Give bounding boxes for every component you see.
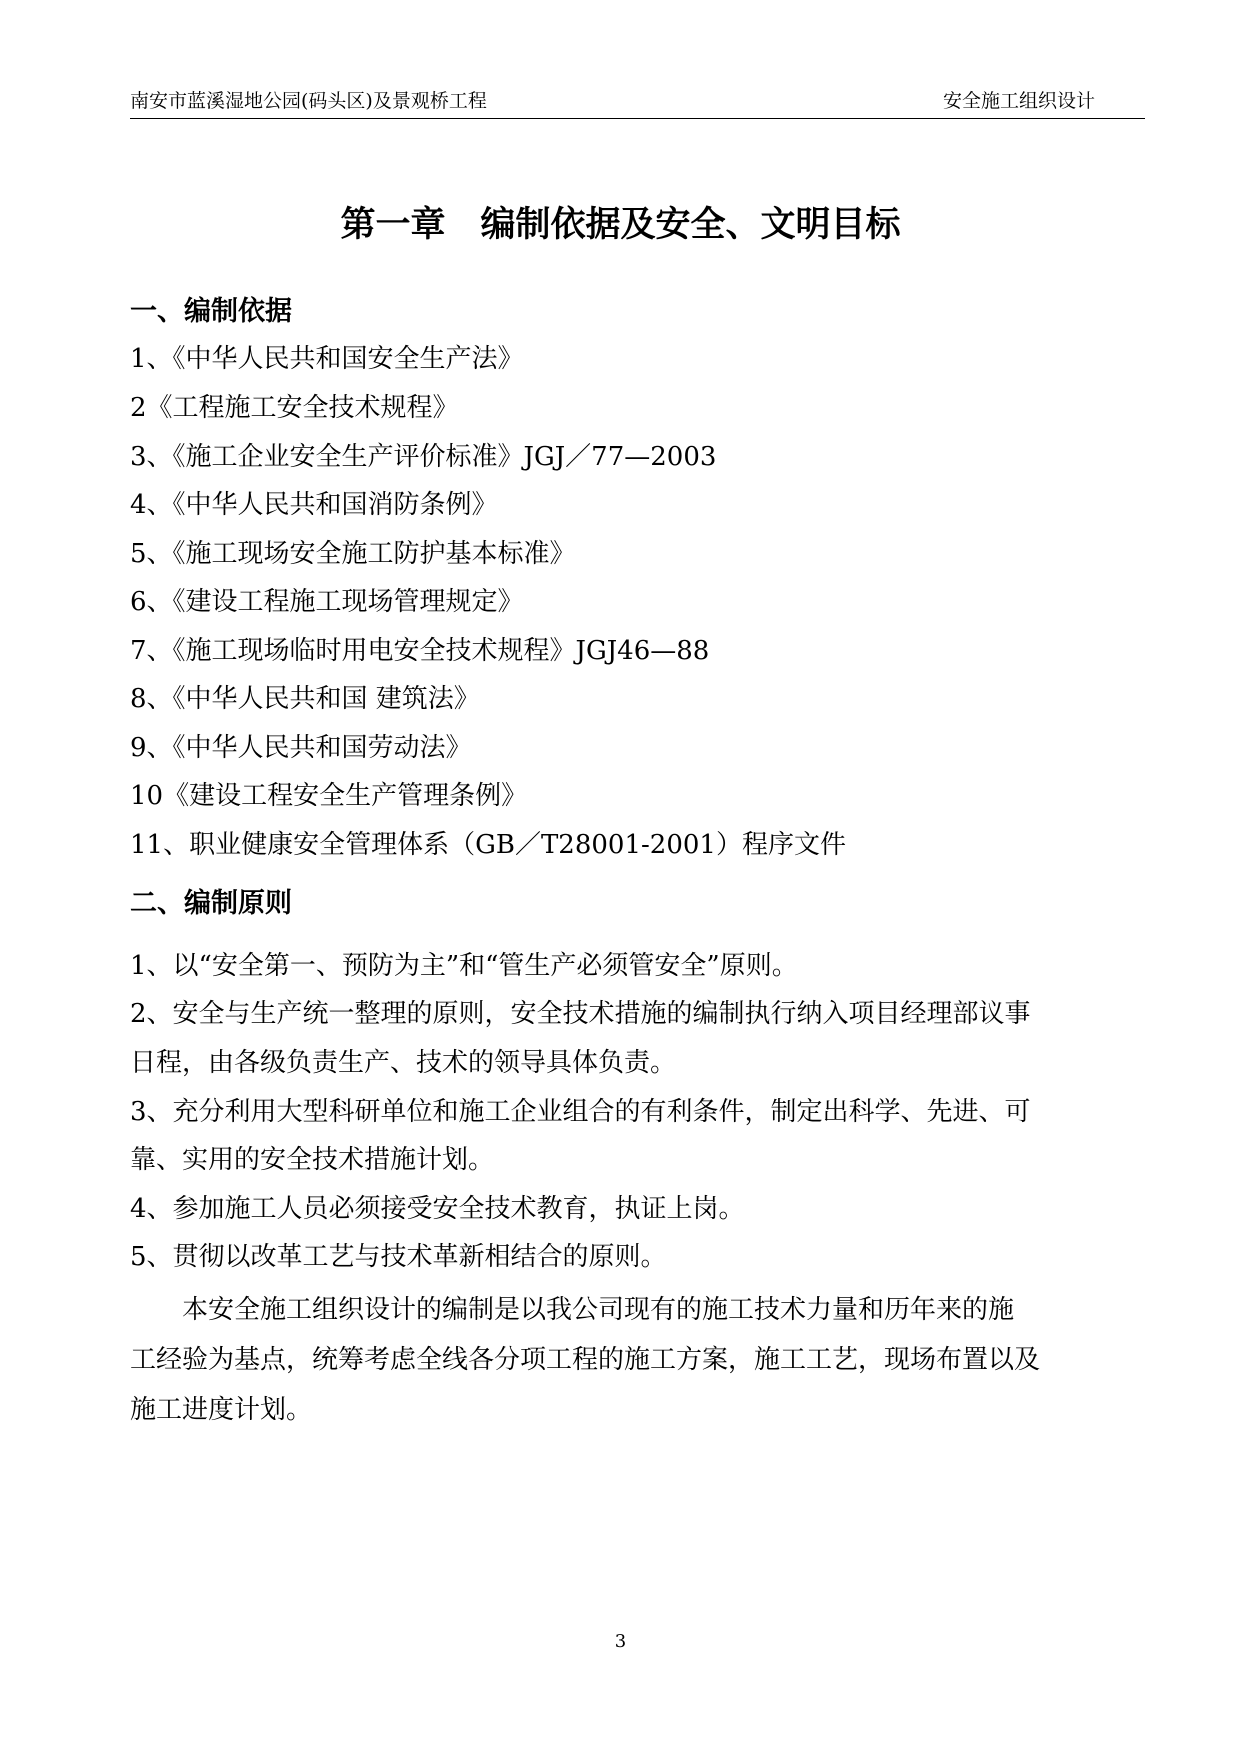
chapter-title: 第一章 编制依据及安全、文明目标 xyxy=(340,205,901,245)
principle-line: 1、以“安全第一、预防为主”和“管生产必须管安全”原则。 xyxy=(130,951,798,981)
page-number: 3 xyxy=(614,1631,627,1652)
principle-line: 靠、实用的安全技术措施计划。 xyxy=(130,1145,495,1175)
basis-list-item: 8、《中华人民共和国 建筑法》 xyxy=(130,684,480,714)
principle-line: 3、充分利用大型科研单位和施工企业组合的有利条件，制定出科学、先进、可 xyxy=(130,1097,1031,1127)
principle-line: 4、参加施工人员必须接受安全技术教育，执证上岗。 xyxy=(130,1194,745,1224)
summary-paragraph-line: 工经验为基点，统筹考虑全线各分项工程的施工方案，施工工艺，现场布置以及 xyxy=(130,1345,1041,1375)
principle-line: 2、安全与生产统一整理的原则，安全技术措施的编制执行纳入项目经理部议事 xyxy=(130,999,1031,1029)
basis-list-item: 7、《施工现场临时用电安全技术规程》JGJ46—88 xyxy=(130,636,710,666)
running-header xyxy=(130,88,1145,119)
basis-list-item: 5、《施工现场安全施工防护基本标准》 xyxy=(130,539,576,569)
basis-list-item: 10《建设工程安全生产管理条例》 xyxy=(130,781,528,811)
principle-line: 日程，由各级负责生产、技术的领导具体负责。 xyxy=(130,1048,677,1078)
summary-paragraph-line: 施工进度计划。 xyxy=(130,1395,313,1425)
basis-list-item: 9、《中华人民共和国劳动法》 xyxy=(130,733,472,763)
section-heading-principles: 二、编制原则 xyxy=(130,888,292,919)
header-project-name: 南安市蓝溪湿地公园(码头区)及景观桥工程 xyxy=(130,90,487,112)
basis-list-item: 1、《中华人民共和国安全生产法》 xyxy=(130,344,524,374)
basis-list-item: 6、《建设工程施工现场管理规定》 xyxy=(130,587,524,617)
header-document-title: 安全施工组织设计 xyxy=(942,90,1095,112)
summary-paragraph-line: 本安全施工组织设计的编制是以我公司现有的施工技术力量和历年来的施 xyxy=(182,1295,1015,1325)
basis-list-item: 3、《施工企业安全生产评价标准》JGJ／77—2003 xyxy=(130,442,717,472)
basis-list-item: 2《工程施工安全技术规程》 xyxy=(130,393,459,423)
section-heading-basis: 一、编制依据 xyxy=(130,296,292,327)
basis-list-item: 11、职业健康安全管理体系（GB／T28001-2001）程序文件 xyxy=(130,830,846,860)
principle-line: 5、贯彻以改革工艺与技术革新相结合的原则。 xyxy=(130,1242,667,1272)
basis-list-item: 4、《中华人民共和国消防条例》 xyxy=(130,490,498,520)
